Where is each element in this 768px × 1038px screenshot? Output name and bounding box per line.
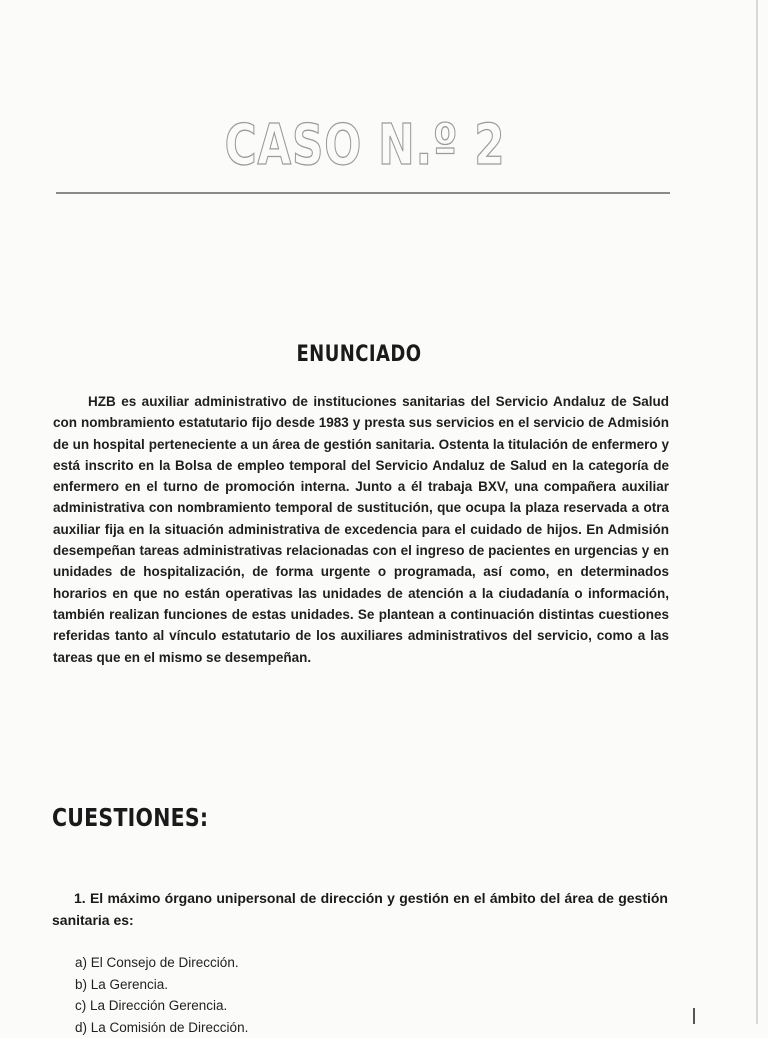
option-c: c) La Dirección Gerencia. bbox=[75, 995, 248, 1017]
statement-heading: ENUNCIADO bbox=[65, 342, 654, 367]
question-1-text: 1. El máximo órgano unipersonal de dirección y gestión en el ámbito del área de gestión sanitaria es: bbox=[52, 887, 668, 931]
option-d: d) La Comisión de Dirección. bbox=[75, 1017, 248, 1038]
questions-heading: CUESTIONES: bbox=[52, 803, 208, 832]
question-1-options bbox=[75, 952, 248, 1038]
statement-body: HZB es auxiliar administrativo de instituciones sanitarias del Servicio Andaluz de Salud con nombramiento estatutario fijo desde 1983 y presta sus servicios en el servicio de Admisión de un hospital perteneciente a un área de gestión sanitaria. Ostenta la titulación de enfermero y está inscrito en la Bolsa de empleo temporal del Servicio Andaluz de Salud en la categoría de enfermero en el turno de promoción interna. Junto a él trabaja BXV, una compañera auxiliar administrativa con nombramiento temporal de sustitución, que ocupa la plaza reservada a otra auxiliar fija en la situación administrativa de excedencia para el cuidado de hijos. En Admisión desempeñan tareas administrativas relacionadas con el ingreso de pacientes en urgencias y en unidades de hospitalización, de forma urgente o programada, así como, en determinados horarios en que no están operativas las unidades de atención a la ciudadanía o información, también realizan funciones de estas unidades. Se plantean a continuación distintas cuestiones referidas tanto al vínculo estatutario de los auxiliares administrativos del servicio, como a las tareas que en el mismo se desempeñan. bbox=[53, 391, 669, 668]
option-a: a) El Consejo de Dirección. bbox=[75, 952, 248, 974]
option-b: b) La Gerencia. bbox=[75, 974, 248, 996]
page-mark bbox=[693, 1008, 695, 1024]
title-divider bbox=[56, 192, 670, 194]
page-edge bbox=[756, 0, 758, 1024]
case-title: CASO N.º 2 bbox=[80, 118, 649, 174]
